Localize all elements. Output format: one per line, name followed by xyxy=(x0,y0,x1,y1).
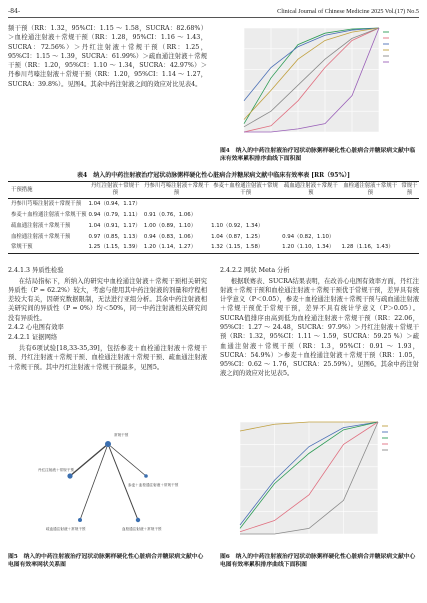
table-4-cell-0-3 xyxy=(210,199,281,210)
table-4-cell-4-5: 1.28（1.16，1.43） xyxy=(340,243,399,254)
table-4-cell-1-6 xyxy=(400,210,419,221)
table-4-cell-1-2: 0.91（0.76，1.06） xyxy=(143,212,197,218)
figure-5-network xyxy=(28,416,188,544)
paragraph-fig4-results: 频干预（RR：1.32，95%CI：1.15 ～ 1.58，SUCRA：82.68%）＞血栓通注射液＋常规干预（RR：1.28，95%CI：1.16 ～ 1.43，SUCRA：72.56%）＞丹红注射液＋常规干预（RR：1.25，95%CI：1.15 ～ 1.39，SUCRA：61.99%）＞疏血通注射液＋常规干预（RR：1.20，95%CI：1.10 ～ 1.34，SUCRA：42.97%）＞丹参川芎嗪注射液＋常规干预（RR：1.20，95%CI：1.14 ～ 1.27，SUCRA：39.8%）。见图4。其余中药注射液之间的效应对比见表4。 xyxy=(8,25,207,88)
figure-6-caption: 图6 纳入的中药注射液治疗冠状动脉粥样硬化性心脏病合并糖尿病文献中心电图有效率累积排序曲线下面积图 xyxy=(220,554,416,569)
node-n4 xyxy=(78,518,82,522)
table-row xyxy=(8,210,419,221)
page-number: -84- xyxy=(8,8,21,15)
table-4-header-2: 丹参川芎嗪注射液＋常规干预 xyxy=(143,182,210,199)
node-label-n3: 参麦＋血栓通注射液＋常规干预 xyxy=(128,483,179,487)
heading-2413: 2.4.1.3 异质性检验 xyxy=(8,267,64,274)
table-4-cell-2-2: 1.00（0.89，1.10） xyxy=(143,222,197,229)
table-4-cell-0-0: 丹参川芎嗪注射液＋常规干预 xyxy=(11,201,82,208)
table-4-cell-2-6 xyxy=(400,221,419,232)
table-4-header-3: 参麦＋血栓通注射液＋常规干预 xyxy=(210,182,281,199)
paragraph-heterogeneity: 在结局指标下，所纳入的研究中血栓通注射液＋常规干预相关研究异质性（P = 62.2%）较大，考虑与使用其中药注射液的剂量和疗程相差较大有关，因研究数据限制，无法进行亚组分析。其余中药注射液相关研究间的异质性（P = 0%）均＜50%，同一中药注射液相关研究间没有异质性。 xyxy=(8,277,207,322)
table-4-cell-3-0: 血栓通注射液＋常规干预 xyxy=(11,233,71,240)
running-header xyxy=(8,6,419,18)
node-n2 xyxy=(67,473,72,478)
table-4-cell-3-6 xyxy=(400,232,419,243)
edge-n1-n3 xyxy=(108,444,146,476)
table-4-cell-2-5 xyxy=(340,221,399,232)
figure-4-chart xyxy=(226,22,419,146)
table-4-cell-0-5 xyxy=(340,199,399,210)
table-4-cell-1-4 xyxy=(281,210,340,221)
journal-name: Clinical Journal of Chinese Medicine 2025 Vol.(17) No.5 xyxy=(277,8,419,15)
table-4-cell-3-3: 1.04（0.87，1.25） xyxy=(211,233,264,240)
table-4-cell-0-4 xyxy=(281,199,340,210)
table-4-header-1: 丹红注射液＋常规干预 xyxy=(87,182,142,199)
table-4-caption: 表4 纳入的中药注射液治疗冠状动脉粥样硬化性心脏病合并糖尿病文献中临床有效率表 [RR（95%）] xyxy=(77,172,350,179)
table-4-cell-2-3: 1.10（0.92，1.34） xyxy=(211,222,264,229)
table-4-cell-1-0: 参麦＋血栓通注射液＋常规干预 xyxy=(11,212,87,218)
table-row xyxy=(8,221,419,232)
table-4-cell-1-1: 0.94（0.79，1.11） xyxy=(88,212,141,218)
figure-4-caption: 图4 纳入的中药注射液治疗冠状动脉粥样硬化性心脏病合并糖尿病文献中临床有效率累积排序曲线下面积图 xyxy=(220,148,416,163)
table-4-header-5: 血栓通注射液＋常规干预 xyxy=(340,182,399,199)
table-4-header-4: 疏血通注射液＋常规干预 xyxy=(281,182,340,199)
table-4 xyxy=(8,181,419,254)
figure-6 xyxy=(222,416,418,548)
node-label-n2: 丹红注射液＋常规干预 xyxy=(38,468,74,472)
table-4-cell-3-2: 0.94（0.83，1.06） xyxy=(143,233,197,240)
paragraph-evidence-network: 共有6项试验[18,33-35,39]，包括参麦＋血栓通注射液＋常规干预、丹红注射液＋常规干预、血栓通注射液＋常规干预、疏血通注射液＋常规干预。其中丹红注射液＋常规干预最多，见图5。 xyxy=(8,344,207,371)
table-row xyxy=(8,199,419,210)
table-4-cell-3-4: 0.94（0.82，1.10） xyxy=(282,233,335,240)
table-row xyxy=(8,232,419,243)
table-4-cell-4-0: 常规干预 xyxy=(8,243,87,254)
table-4-cell-4-3: 1.32（1.15，1.58） xyxy=(210,243,281,254)
right-column xyxy=(220,266,419,379)
left-top-column xyxy=(8,24,207,89)
table-4-cell-2-0: 疏血通注射液＋常规干预 xyxy=(11,222,71,229)
table-4-cell-4-1: 1.25（1.15，1.39） xyxy=(87,243,142,254)
table-4-cell-0-6 xyxy=(400,199,419,210)
node-label-n5: 血栓通注射液＋常规干预 xyxy=(122,527,162,531)
edge-n1-n5 xyxy=(108,444,138,520)
table-4-cell-2-1: 1.04（0.91，1.17） xyxy=(88,222,141,229)
table-4-cell-4-4: 1.20（1.10，1.34） xyxy=(281,243,340,254)
figure-6-chart xyxy=(222,416,418,548)
node-n1 xyxy=(105,441,111,447)
table-4-cell-4-6 xyxy=(400,243,419,254)
table-row xyxy=(8,243,419,254)
heading-2421: 2.4.2.1 证据网络 xyxy=(8,334,58,342)
heading-2422: 2.4.2.2 网状 Meta 分析 xyxy=(220,267,290,274)
node-n3 xyxy=(144,474,148,478)
figure-4 xyxy=(226,22,419,146)
table-4-cell-1-5 xyxy=(340,210,399,221)
node-n5 xyxy=(136,518,140,522)
table-4-cell-0-2 xyxy=(143,199,210,210)
table-4-cell-2-4 xyxy=(281,221,340,232)
left-column xyxy=(8,266,207,372)
heading-242: 2.4.2 心电图有效率 xyxy=(8,323,64,331)
paragraph-network-meta: 根据联赛表、SUCRA结果表明，在改善心电图有效率方面，丹红注射液＋常规干预和血栓通注射液＋常规干预优于常规干预，差异具有统计学意义（P＜0.05），参麦＋血栓通注射液＋常规干预与疏血通注射液＋常规干预优于常规干预，差异不具有统计学意义（P＞0.05）。SUCRA值排序由高到低为血栓通注射液＋常规干预（RR：22.06，95%CI：1.27 ～ 24.48，SUCRA：97.9%）＞丹红注射液＋常规干预（RR：1.32，95%CI：1.11 ～ 1.59，SUCRA：59.25 %）＞疏血通注射液＋常规干预（RR：1.3，95%CI：0.91 ～ 1.93，SUCRA：54.9%）＞参麦＋血栓通注射液＋常规干预（RR：1.05，95%CI：0.62 ～ 1.76，SUCRA：25.59%）。见图6。其余中药注射液之间的效应对比见表5。 xyxy=(220,277,419,378)
figure-5 xyxy=(28,416,188,544)
table-4-cell-3-5 xyxy=(340,232,399,243)
node-label-n1: 常规干预 xyxy=(114,433,129,437)
node-label-n4: 疏血通注射液＋常规干预 xyxy=(46,527,86,531)
table-4-cell-0-1: 1.04（0.94，1.17） xyxy=(88,201,141,208)
table-4-cell-3-1: 0.97（0.85，1.13） xyxy=(88,233,141,240)
table-4-header-0: 干预措施 xyxy=(8,182,87,199)
table-4-header-6: 常规干预 xyxy=(400,182,419,199)
fig4-plot-bg xyxy=(244,28,379,132)
figure-5-caption: 图5 纳入的中药注射液治疗冠状动脉粥样硬化性心脏病合并糖尿病文献中心电图有效率网状关系图 xyxy=(8,554,204,569)
table-4-cell-4-2: 1.20（1.14，1.27） xyxy=(143,243,210,254)
table-4-cell-1-3 xyxy=(210,210,281,221)
